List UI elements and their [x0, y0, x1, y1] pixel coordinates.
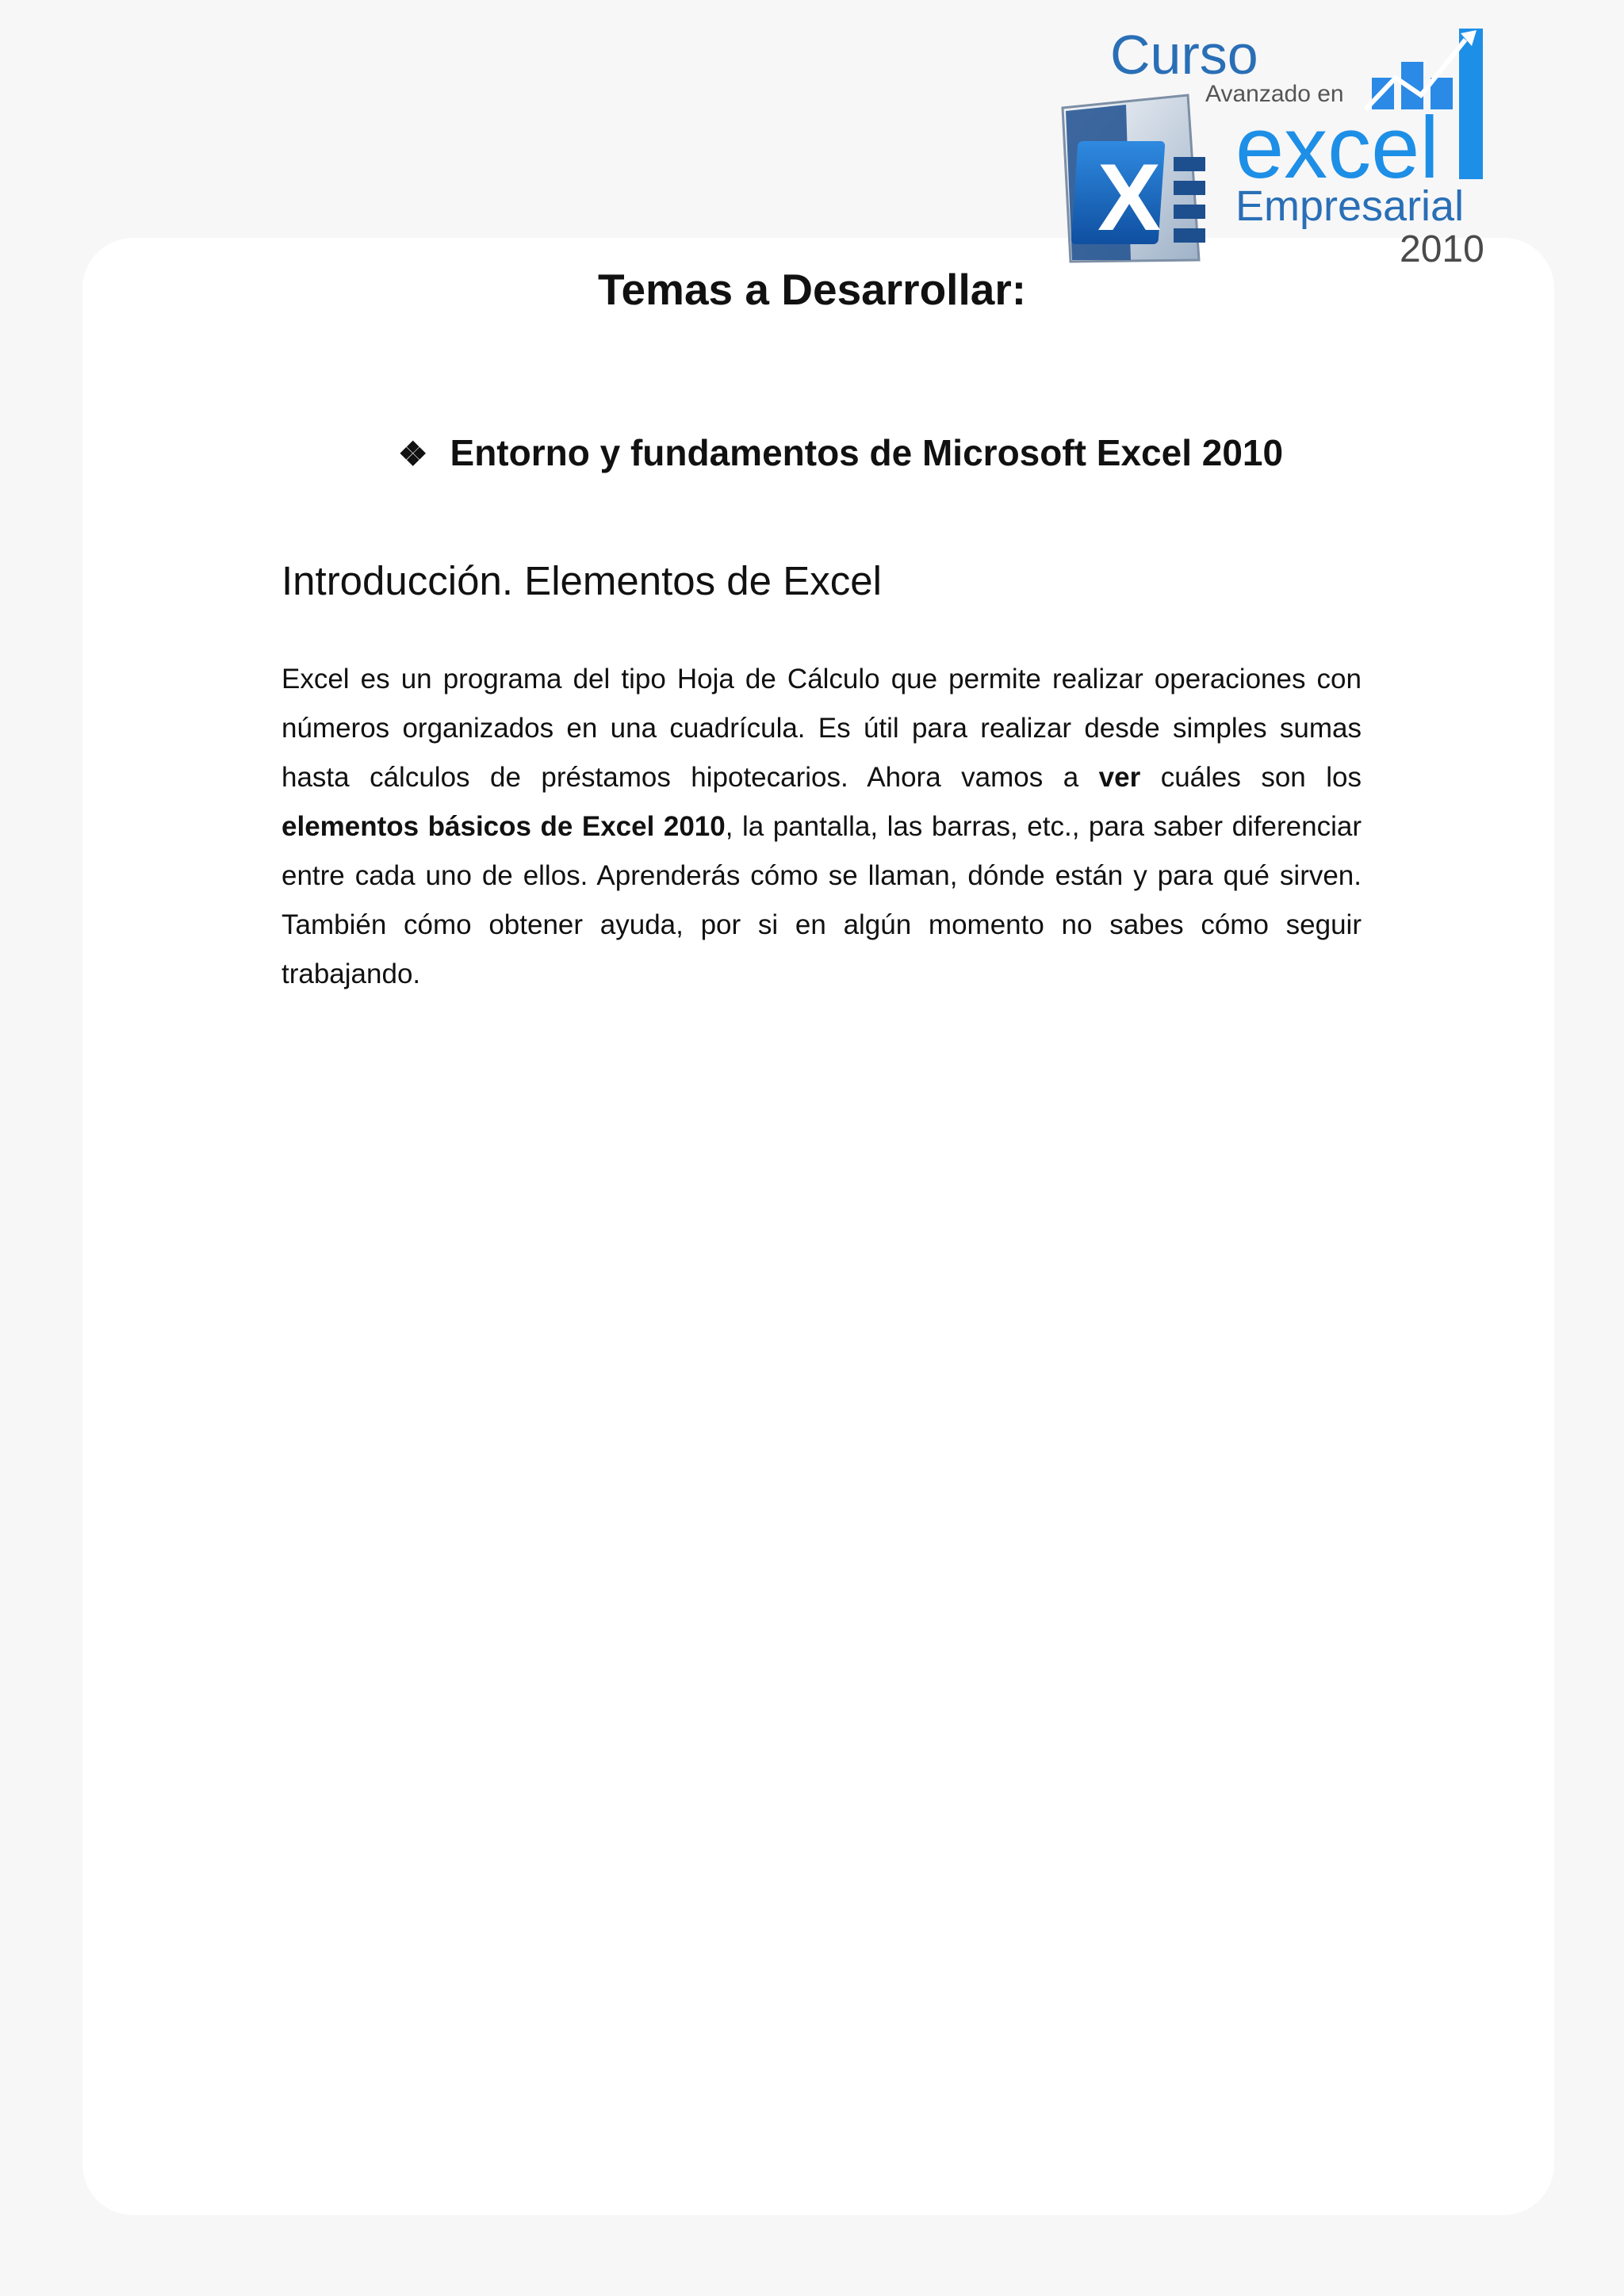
svg-text:X: X	[1097, 144, 1162, 251]
logo-text-empresarial: Empresarial	[1235, 182, 1465, 230]
paragraph-text-1: Excel es un programa del tipo Hoja de Cálculo que permite realizar operaciones con números organizados en una cuadrícula. Es útil para realizar desde simples sumas hasta cálculos de préstamos hipotecarios. Ahora vamos a	[282, 664, 1362, 793]
sub-heading: Introducción. Elementos de Excel	[282, 558, 882, 603]
logo-text-excel: excel	[1235, 99, 1439, 197]
paragraph-bold-1: ver	[1098, 762, 1141, 793]
body-paragraph	[282, 655, 1362, 999]
diamond-bullet-icon: ❖	[397, 435, 428, 473]
section-heading-text: Entorno y fundamentos de Microsoft Excel 2010	[450, 432, 1284, 473]
section-heading	[0, 425, 1624, 482]
excel-icon	[1063, 95, 1205, 262]
course-logo	[1055, 22, 1499, 268]
logo-text-year: 2010	[1400, 228, 1484, 268]
logo-text-curso: Curso	[1110, 24, 1258, 86]
paragraph-bold-2: elementos básicos de Excel 2010	[282, 811, 726, 842]
logo-text-avanzado: Avanzado en	[1205, 81, 1344, 107]
page-card	[82, 238, 1554, 2215]
document-title: Temas a Desarrollar:	[597, 265, 1027, 314]
paragraph-text-3: , la pantalla, las barras, etc., para saber diferenciar entre cada uno de ellos. Aprenderás cómo se llaman, dónde están y para qué sirven. También cómo obtener ayuda, por si en algún momento no sabes cómo seguir trabajando.	[282, 811, 1362, 989]
paragraph-text-2: cuáles son los	[1140, 762, 1362, 793]
